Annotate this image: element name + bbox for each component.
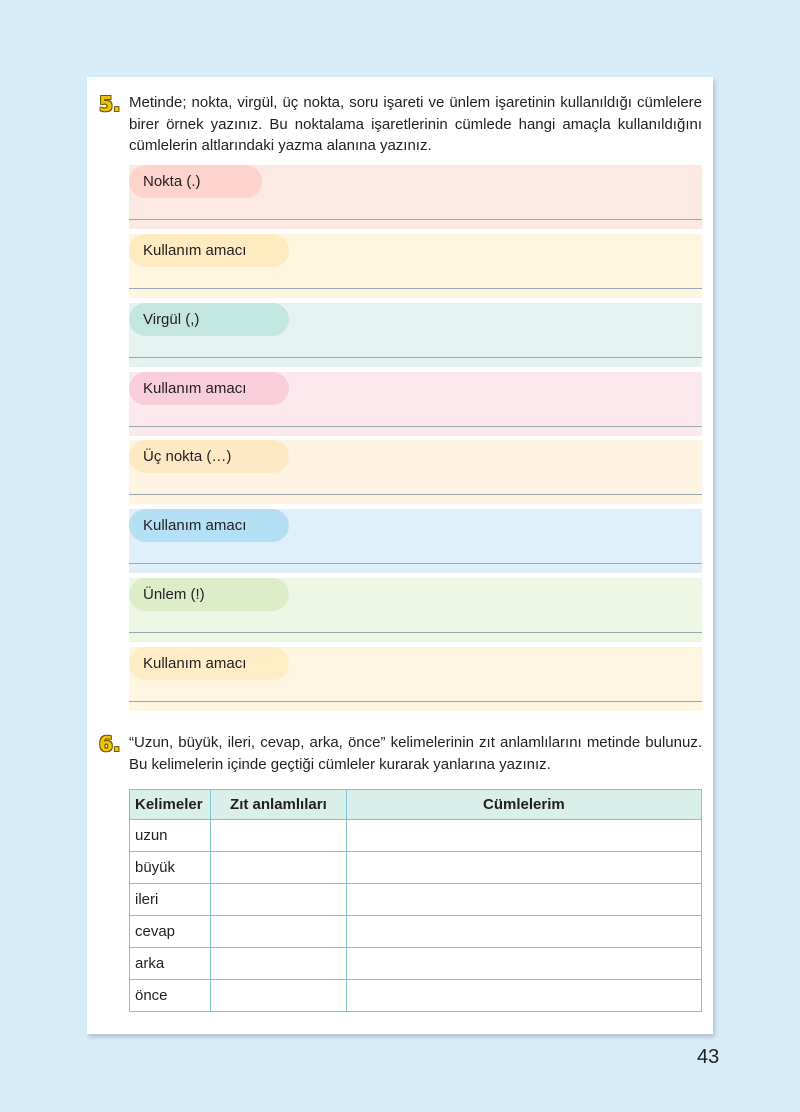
writing-strip[interactable] [129, 440, 702, 504]
writing-line [129, 219, 702, 220]
question-5-number: 5. [99, 92, 121, 116]
writing-strip[interactable] [129, 372, 702, 436]
strip-label: Üç nokta (…) [129, 440, 289, 473]
writing-strip[interactable] [129, 578, 702, 642]
strip-label: Kullanım amacı [129, 647, 289, 680]
writing-line [129, 426, 702, 427]
strip-label: Kullanım amacı [129, 372, 289, 405]
header-cumlelerim: Cümlelerim [346, 790, 701, 820]
strip-label: Kullanım amacı [129, 509, 289, 542]
header-zit-anlamlilari: Zıt anlamlıları [210, 790, 346, 820]
word-cell: büyük [130, 852, 211, 884]
writing-line [129, 632, 702, 633]
table-row [130, 948, 702, 980]
table-row [130, 980, 702, 1012]
antonym-table [129, 789, 702, 1012]
table-row [130, 884, 702, 916]
question-6-number: 6. [99, 732, 121, 756]
writing-strip[interactable] [129, 234, 702, 298]
strip-label: Kullanım amacı [129, 234, 289, 267]
sentence-answer-cell[interactable] [346, 884, 701, 916]
table-row [130, 916, 702, 948]
antonym-answer-cell[interactable] [210, 852, 346, 884]
table-row [130, 820, 702, 852]
writing-line [129, 563, 702, 564]
writing-strip[interactable] [129, 509, 702, 573]
table-row [130, 852, 702, 884]
sentence-answer-cell[interactable] [346, 916, 701, 948]
worksheet-page [87, 77, 713, 1034]
antonym-answer-cell[interactable] [210, 820, 346, 852]
question-6-text: “Uzun, büyük, ileri, cevap, arka, önce” kelimelerinin zıt anlamlılarını metinde bulunuz. Bu kelimelerin içinde geçtiği cümleler kurarak yanlarına yazınız. [129, 734, 702, 773]
word-cell: uzun [130, 820, 211, 852]
word-cell: arka [130, 948, 211, 980]
strip-label: Virgül (,) [129, 303, 289, 336]
antonym-answer-cell[interactable] [210, 884, 346, 916]
sentence-answer-cell[interactable] [346, 980, 701, 1012]
strip-label: Ünlem (!) [129, 578, 289, 611]
word-cell: cevap [130, 916, 211, 948]
word-cell: önce [130, 980, 211, 1012]
antonym-answer-cell[interactable] [210, 916, 346, 948]
word-cell: ileri [130, 884, 211, 916]
header-kelimeler: Kelimeler [130, 790, 211, 820]
antonym-answer-cell[interactable] [210, 948, 346, 980]
writing-strip[interactable] [129, 165, 702, 229]
antonym-answer-cell[interactable] [210, 980, 346, 1012]
page-number: 43 [697, 1046, 720, 1068]
writing-strip[interactable] [129, 303, 702, 367]
table-header-row [130, 790, 702, 820]
writing-line [129, 288, 702, 289]
question-5-text: Metinde; nokta, virgül, üç nokta, soru işareti ve ünlem işaretinin kullanıldığı cümlelere birer örnek yazınız. Bu noktalama işaretlerinin cümlede hangi amaçla kullanıldığını cümlelerin altlarındaki yazma alanına yazınız. [129, 94, 702, 154]
sentence-answer-cell[interactable] [346, 948, 701, 980]
sentence-answer-cell[interactable] [346, 852, 701, 884]
writing-strip[interactable] [129, 647, 702, 711]
writing-line [129, 494, 702, 495]
sentence-answer-cell[interactable] [346, 820, 701, 852]
strip-label: Nokta (.) [129, 165, 262, 198]
writing-line [129, 701, 702, 702]
writing-line [129, 357, 702, 358]
